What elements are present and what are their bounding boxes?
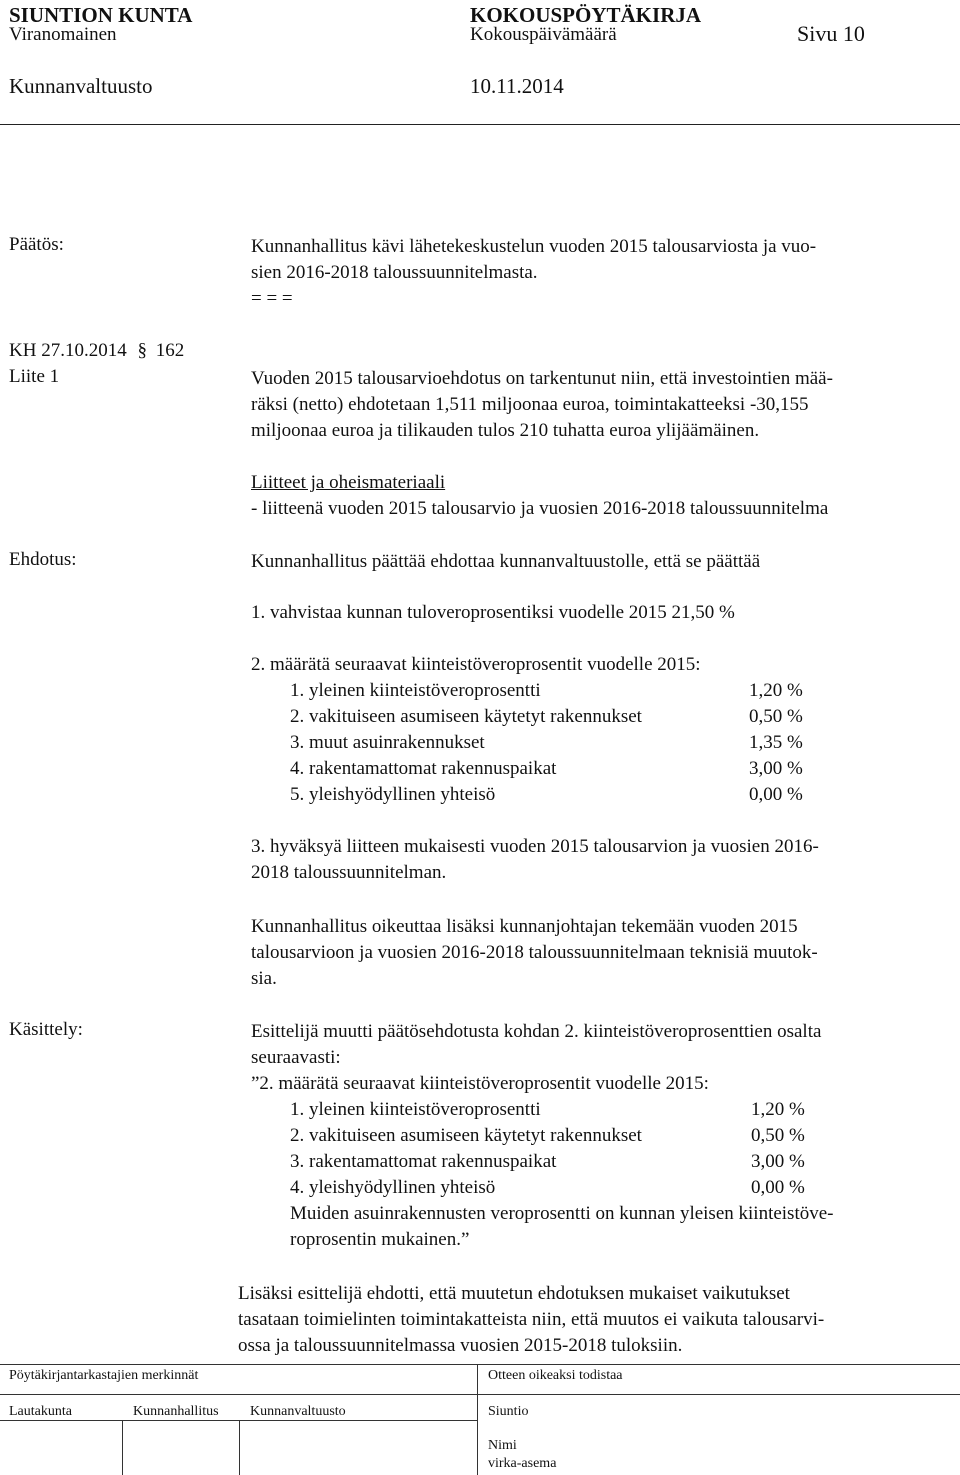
- signers-label: Pöytäkirjantarkastajien merkinnät: [9, 1368, 199, 1383]
- rate-value: 0,00 %: [751, 1177, 805, 1198]
- footer-body-board: Lautakunta: [9, 1404, 72, 1419]
- proposal-item-2: [251, 652, 951, 678]
- rate-value: 1,35 %: [749, 732, 803, 753]
- proposal-intro-line: Kunnanhallitus päättää ehdottaa kunnanvaltuustolle, että se päättää: [251, 551, 761, 572]
- proposal-rates-list: [290, 678, 850, 808]
- decision-label: Päätös:: [9, 234, 64, 255]
- rate-value: 0,00 %: [749, 784, 803, 805]
- kh-line: miljoonaa euroa ja tilikauden tulos 210 tuhatta euroa ylijäämäinen.: [251, 420, 760, 441]
- list-item: [290, 1097, 850, 1123]
- document-type: KOKOUSPÖYTÄKIRJA: [470, 3, 702, 27]
- proposal-item-3-line: 2018 taloussuunnitelman.: [251, 862, 447, 883]
- kh-line: räksi (netto) ehdotetaan 1,511 miljoonaa euroa, toimintakatteeksi -30,155: [251, 394, 809, 415]
- rate-name: 3. rakentamattomat rakennuspaikat: [290, 1151, 557, 1172]
- list-item: [290, 678, 850, 704]
- footer-body-executive: Kunnanhallitus: [133, 1404, 219, 1419]
- date-label: Kokouspäivämäärä: [470, 24, 617, 45]
- footer-name-label: Nimi: [488, 1438, 517, 1453]
- rate-value: 1,20 %: [751, 1099, 805, 1120]
- rate-value: 0,50 %: [751, 1125, 805, 1146]
- list-item: [290, 730, 850, 756]
- decision-line: Kunnanhallitus kävi lähetekeskustelun vuoden 2015 talousarviosta ja vuo-: [251, 236, 817, 257]
- handling-tail-line: roprosentin mukainen.”: [290, 1229, 470, 1250]
- handling-addition-line: Lisäksi esittelijä ehdotti, että muutetun ehdotuksen mukaiset vaikutukset: [238, 1283, 790, 1304]
- rate-name: 1. yleinen kiinteistöveroprosentti: [290, 1099, 541, 1120]
- section-sign-icon: §: [137, 340, 147, 361]
- page-number: Sivu 10: [797, 21, 865, 46]
- handling-label: Käsittely:: [9, 1019, 83, 1040]
- rate-name: 5. yleishyödyllinen yhteisö: [290, 784, 496, 805]
- handling-addition: [238, 1281, 953, 1359]
- handling-line: Esittelijä muutti päätösehdotusta kohdan 2. kiinteistöveroprosenttien osalta: [251, 1021, 822, 1042]
- attachments-item: - liitteenä vuoden 2015 talousarvio ja vuosien 2016-2018 taloussuunnitelma: [251, 498, 829, 519]
- proposal-extra: [251, 914, 951, 992]
- list-item: [290, 1175, 850, 1201]
- handling-line: ”2. määrätä seuraavat kiinteistöveroprosentit vuodelle 2015:: [251, 1073, 709, 1094]
- proposal-label: Ehdotus:: [9, 549, 77, 570]
- list-item: [290, 782, 850, 808]
- proposal-item-2-line: 2. määrätä seuraavat kiinteistöveroprosentit vuodelle 2015:: [251, 654, 701, 675]
- footer-place: Siuntio: [488, 1404, 529, 1419]
- kh-reference: [9, 340, 184, 362]
- rate-value: 3,00 %: [751, 1151, 805, 1172]
- meeting-date: 10.11.2014: [470, 74, 564, 98]
- certified-label: Otteen oikeaksi todistaa: [488, 1368, 623, 1383]
- rate-name: 2. vakituiseen asumiseen käytetyt rakennukset: [290, 706, 642, 727]
- proposal-item-1-line: 1. vahvistaa kunnan tuloveroprosentiksi vuodelle 2015 21,50 %: [251, 602, 735, 623]
- authority-name: Kunnanvaltuusto: [9, 74, 153, 98]
- decision-separator: = = =: [251, 288, 293, 309]
- kh-text: [251, 366, 951, 444]
- footer-top-rule: [0, 1364, 960, 1365]
- kh-line: Vuoden 2015 talousarvioehdotus on tarkentunut niin, että investointien mää-: [251, 368, 833, 389]
- footer-signature-divider-2: [239, 1420, 240, 1475]
- decision-line: sien 2016-2018 taloussuunnitelmasta.: [251, 262, 538, 283]
- rate-name: 3. muut asuinrakennukset: [290, 732, 485, 753]
- rate-name: 1. yleinen kiinteistöveroprosentti: [290, 680, 541, 701]
- rate-value: 3,00 %: [749, 758, 803, 779]
- handling-text: [251, 1019, 951, 1097]
- proposal-item-1: [251, 600, 951, 626]
- rate-value: 1,20 %: [749, 680, 803, 701]
- decision-text: [251, 234, 951, 312]
- handling-tail-line: Muiden asuinrakennusten veroprosentti on kunnan yleisen kiinteistöve-: [290, 1203, 834, 1224]
- handling-line: seuraavasti:: [251, 1047, 341, 1068]
- list-item: [290, 1123, 850, 1149]
- handling-rates-list: [290, 1097, 850, 1253]
- list-item: [290, 756, 850, 782]
- footer-signature-divider-1: [122, 1420, 123, 1475]
- attachments-heading-link[interactable]: Liitteet ja oheismateriaali: [251, 472, 446, 493]
- list-item: [290, 1149, 850, 1175]
- proposal-item-3: [251, 834, 951, 886]
- footer-mid-rule: [0, 1394, 960, 1395]
- proposal-intro: [251, 549, 951, 575]
- rate-name: 2. vakituiseen asumiseen käytetyt rakennukset: [290, 1125, 642, 1146]
- handling-addition-line: ossa ja taloussuunnitelmassa vuosien 2015-2018 tuloksiin.: [238, 1335, 683, 1356]
- rate-name: 4. rakentamattomat rakennuspaikat: [290, 758, 557, 779]
- attachments-block: [251, 470, 951, 522]
- attachment-label: Liite 1: [9, 366, 60, 387]
- kh-date: KH 27.10.2014: [9, 340, 127, 361]
- footer-title-label: virka-asema: [488, 1456, 557, 1471]
- handling-addition-line: tasataan toimielinten toimintakatteista niin, että muutos ei vaikuta talousarvi-: [238, 1309, 825, 1330]
- proposal-extra-line: talousarvioon ja vuosien 2016-2018 taloussuunnitelmaan teknisiä muutok-: [251, 942, 818, 963]
- header-rule: [0, 124, 960, 125]
- proposal-item-3-line: 3. hyväksyä liitteen mukaisesti vuoden 2015 talousarvion ja vuosien 2016-: [251, 836, 819, 857]
- proposal-extra-line: Kunnanhallitus oikeuttaa lisäksi kunnanjohtajan tekemään vuoden 2015: [251, 916, 798, 937]
- rate-name: 4. yleishyödyllinen yhteisö: [290, 1177, 496, 1198]
- authority-label: Viranomainen: [9, 24, 117, 45]
- list-item: [290, 704, 850, 730]
- footer-body-council: Kunnanvaltuusto: [250, 1404, 346, 1419]
- footer-divider: [477, 1364, 478, 1475]
- proposal-extra-line: sia.: [251, 968, 277, 989]
- municipality-name: SIUNTION KUNTA: [9, 3, 193, 27]
- rate-value: 0,50 %: [749, 706, 803, 727]
- kh-section-number: 162: [155, 340, 185, 361]
